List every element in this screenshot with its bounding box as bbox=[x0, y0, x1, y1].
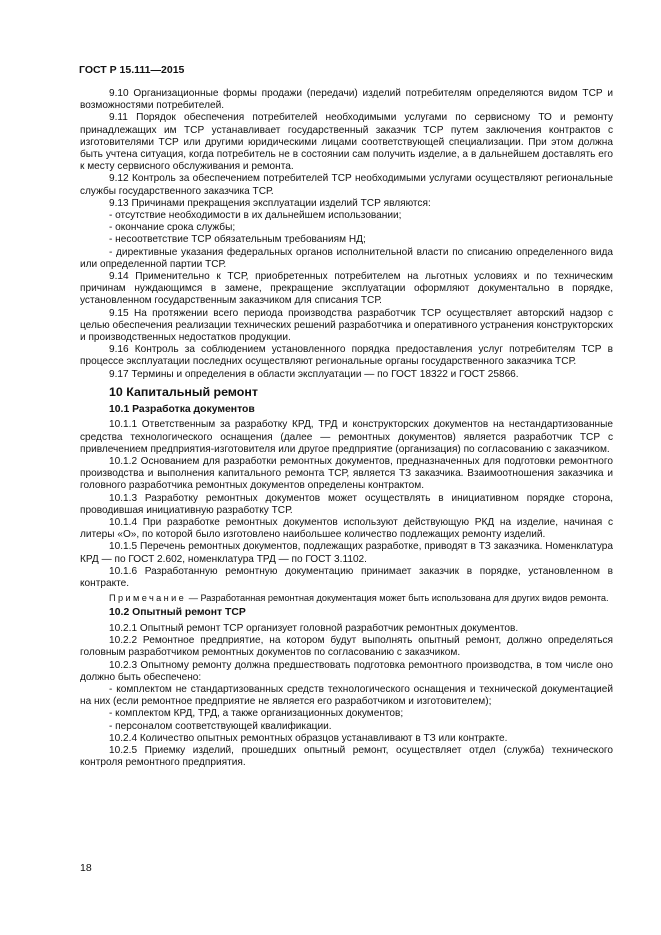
page-number: 18 bbox=[80, 862, 92, 874]
paragraph: 10.1.6 Разработанную ремонтную документацию принимает заказчик в порядке, установленном в контракте. bbox=[80, 565, 613, 590]
paragraph: - комплектом не стандартизованных средств технологического оснащения и технической документацией на них (если ремонтное предприятие не является его разработчиком и изготовителем); bbox=[80, 683, 613, 708]
paragraph: 10.1.4 При разработке ремонтных документов используют действующую РКД на изделие, начиная с литеры «О», по которой было изготовлено наибольшее количество подлежащих ремонту изделий. bbox=[80, 517, 613, 541]
document-header: ГОСТ Р 15.111—2015 bbox=[79, 64, 185, 76]
paragraph: 9.10 Организационные формы продажи (передачи) изделий потребителям определяются видом ТСР и возможностями потребителей. bbox=[80, 88, 613, 112]
list-item: - персоналом соответствующей квалификации. bbox=[109, 720, 332, 732]
note-label: Примечание bbox=[109, 593, 187, 604]
paragraph: 9.17 Термины и определения в области эксплуатации — по ГОСТ 18322 и ГОСТ 25866. bbox=[109, 368, 519, 380]
paragraph: 10.2.3 Опытному ремонту должна предшествовать подготовка ремонтного производства, в том числе оно должно быть обеспечено: bbox=[80, 659, 613, 683]
note-paragraph bbox=[80, 593, 613, 604]
paragraph: 9.12 Контроль за обеспечением потребителей ТСР необходимыми услугами осуществляют региональные службы государственного заказчика ТСР. bbox=[80, 173, 613, 197]
paragraph: 9.13 Причинами прекращения эксплуатации изделий ТСР являются: bbox=[109, 197, 431, 209]
paragraph: 10.1.1 Ответственным за разработку КРД, ТРД и конструкторских документов на нестандартизованные средства технологического оснащения (далее — ремонтных документов) является разработчик ТСР с привлечением предприятия-изготовителя или другое предприятие (организация) по согласованию с заказчиком. bbox=[80, 419, 613, 455]
paragraph: 10.2.2 Ремонтное предприятие, на котором будут выполнять опытный ремонт, должно определяться головным разработчиком ремонтных документов по согласованию с заказчиком. bbox=[80, 635, 613, 659]
paragraph: 9.16 Контроль за соблюдением установленного порядка предоставления услуг потребителям ТСР в процессе эксплуатации последних осуществляют региональные органы государственного заказчика ТСР. bbox=[80, 344, 613, 368]
list-item: - несоответствие ТСР обязательным требованиям НД; bbox=[109, 234, 366, 246]
paragraph: - директивные указания федеральных органов исполнительной власти по списанию определенного вида или определенной партии ТСР. bbox=[80, 246, 613, 270]
paragraph: 10.2.5 Приемку изделий, прошедших опытный ремонт, осуществляет отдел (служба) технического контроля ремонтного предприятия. bbox=[80, 744, 613, 769]
paragraph: 10.1.5 Перечень ремонтных документов, подлежащих разработке, приводят в ТЗ заказчика. Номенклатура КРД — по ГОСТ 2.602, номенклатура ТРД — по ГОСТ 3.1102. bbox=[80, 541, 613, 565]
list-item: - отсутствие необходимости в их дальнейшем использовании; bbox=[109, 210, 402, 222]
paragraph: 9.14 Применительно к ТСР, приобретенных потребителем на льготных условиях и по техническим причинам нуждающимся в замене, прекращение эксплуатации оформляют документально в порядке, установленном государственным заказчиком для списания ТСР. bbox=[80, 271, 613, 307]
subsection-heading: 10.2 Опытный ремонт ТСР bbox=[109, 607, 246, 619]
paragraph: 10.2.4 Количество опытных ремонтных образцов устанавливают в ТЗ или контракте. bbox=[109, 732, 508, 744]
paragraph: 9.11 Порядок обеспечения потребителей необходимыми услугами по сервисному ТО и ремонту принадлежащих им ТСР устанавливает государственный заказчик ТСР путем заключения контрактов с изготовителями ТСР или другими юридическими лицами соответствующей специализации. При этом должна быть учтена ситуация, когда потребитель не в состоянии сам получить изделие, а в дальнейшем доставлять его к месту сервисного обслуживания и ремонта. bbox=[80, 112, 613, 173]
paragraph: 9.15 На протяжении всего периода производства разработчик ТСР осуществляет авторский надзор с целью обеспечения реализации технических решений разработчика и оперативного устранения конструкторских и производственных недостатков продукции. bbox=[80, 307, 613, 344]
document-body bbox=[80, 88, 613, 769]
paragraph: 10.2.1 Опытный ремонт ТСР организует головной разработчик ремонтных документов. bbox=[109, 622, 519, 634]
paragraph: 10.1.3 Разработку ремонтных документов может осуществлять в инициативном порядке сторона, проводившая инициативную разработку ТСР. bbox=[80, 492, 613, 516]
paragraph: 10.1.2 Основанием для разработки ремонтных документов, предназначенных для подготовки ремонтного производства и выполнения капитального ремонта ТСР, является ТЗ заказчика. Взаимоотношения заказчика и головного разработчика ремонтных документов определены контрактом. bbox=[80, 455, 613, 492]
subsection-heading: 10.1 Разработка документов bbox=[109, 403, 255, 415]
note-text: — Разработанная ремонтная документация может быть использована для других видов ремонта. bbox=[186, 593, 609, 604]
section-heading: 10 Капитальный ремонт bbox=[109, 384, 258, 399]
list-item: - окончание срока службы; bbox=[109, 222, 236, 234]
list-item: - комплектом КРД, ТРД, а также организационных документов; bbox=[109, 708, 404, 720]
